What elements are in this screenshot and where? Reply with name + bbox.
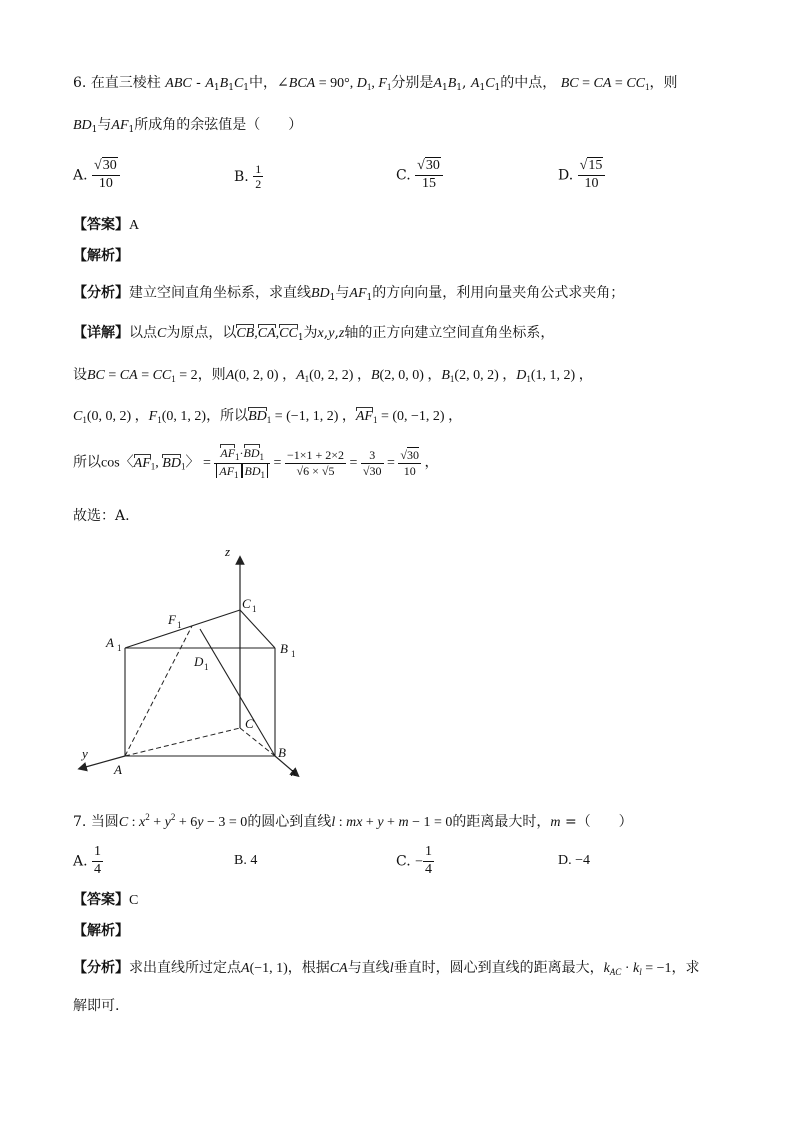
- label-A1: A: [106, 635, 114, 650]
- edge-A1C1: [125, 610, 240, 648]
- svg-text:1: 1: [252, 604, 257, 614]
- label-z: z: [225, 544, 231, 559]
- q6-number: 6.: [73, 75, 87, 91]
- q7-choice-d: D. −4: [558, 853, 591, 868]
- q7-stem: 7. 当圆C : $x^2 + y^2 + 6y - 3 = 0$的圆心到直线l : mx + y + m − 1 = 0的距离最大时，m =（ ）: [73, 812, 633, 830]
- q6-conclusion: 故选：A.: [73, 508, 130, 524]
- edge-C1B1: [240, 610, 275, 648]
- q6-analysis-tag: 【解析】: [73, 248, 129, 264]
- edge-AC: [125, 728, 240, 756]
- label-A: A: [114, 762, 122, 777]
- q7-fenxi-line2: 解即可.: [73, 998, 120, 1014]
- label-x: x: [291, 764, 297, 779]
- q6-choice-d: D. $\frac{√15}{10}$: [558, 158, 605, 193]
- q7-choice-c: C. − $\frac{1}{4}$: [396, 844, 433, 877]
- q6-answer: 【答案】A: [73, 217, 140, 233]
- label-B: B: [278, 745, 286, 760]
- svg-text:1: 1: [177, 620, 182, 630]
- label-F1: F: [168, 612, 176, 627]
- edge-CB: [240, 728, 275, 756]
- label-D1: D: [194, 654, 204, 669]
- q7-choice-a: A. $\frac{1}{4}$: [73, 844, 102, 877]
- q6-coords-line1: 设BC = CA = $CC_1 = 2$，则A(0, 2, 0) ，$A_1(0$, 2, 2) ，B(2, 0, 0) ，$B_1(2$, 0, 2) ，$D_1(1$, 1, 2) ，: [73, 368, 593, 384]
- q7-number: 7.: [73, 814, 87, 830]
- q7-answer: 【答案】C: [73, 892, 139, 908]
- svg-text:1: 1: [291, 649, 296, 659]
- label-C1: C: [242, 596, 251, 611]
- q6-choice-a: A. $\frac{√30}{10}$: [73, 158, 120, 193]
- q6-cos-formula: 所以cos〈$AF_1$, $BD_1$〉 = $\frac{AF_1\cdot BD_1}{AF_1 BD_1}$ = $\frac{-1\times 1 + 2\times 2}{√6 \times √5}$ = $\frac{3}{√30}$ = $\frac{√30}{10}$ ，: [73, 446, 439, 480]
- prism-figure: [70, 540, 330, 780]
- q6-choice-b: B. $\frac{1}{2}$: [234, 162, 262, 192]
- q6-coords-line2: $C_1(0$, 0, 2) ，$F_1(0$, 1, 2)，所以$BD_1 = (-1$, 1, 2) ，$AF_1 = (0$, −1, 2) ，: [73, 409, 463, 425]
- q7-choice-b: B. 4: [234, 853, 258, 868]
- q6-stem-line1: 6. 在直三棱柱 ABC - $A_1B_1C_1$中，∠BCA = 90°, $D_1$, $F_1$分别是$A_1B_1$, $A_1C_1$的中点， BC = CA = $CC_1$，则: [73, 75, 678, 93]
- q6-stem-line2: $BD_1$与$AF_1$所成角的余弦值是（ ）: [73, 117, 303, 135]
- svg-text:1: 1: [204, 662, 209, 672]
- q6-fenxi: 【分析】建立空间直角坐标系，求直线$BD_1$与$AF_1$的方向向量，利用向量夹角公式求夹角；: [73, 285, 625, 303]
- q7-fenxi-line1: 【分析】求出直线所过定点A(−1, 1)，根据CA与直线l垂直时，圆心到直线的距离最大，$k_{AC} \cdot k_l = -1$，求: [73, 960, 700, 977]
- svg-text:1: 1: [117, 643, 122, 653]
- label-B1: B: [280, 641, 288, 656]
- q7-analysis-tag: 【解析】: [73, 923, 129, 939]
- q6-xiangjie: 【详解】以点C为原点，以$CB,CA,CC_1$为x,y,z轴的正方向建立空间直角坐标系，: [73, 325, 555, 343]
- label-C: C: [245, 716, 254, 731]
- q6-choice-c: C. $\frac{√30}{15}$: [396, 158, 443, 193]
- label-y: y: [82, 746, 88, 761]
- segment-AF1: [125, 626, 192, 756]
